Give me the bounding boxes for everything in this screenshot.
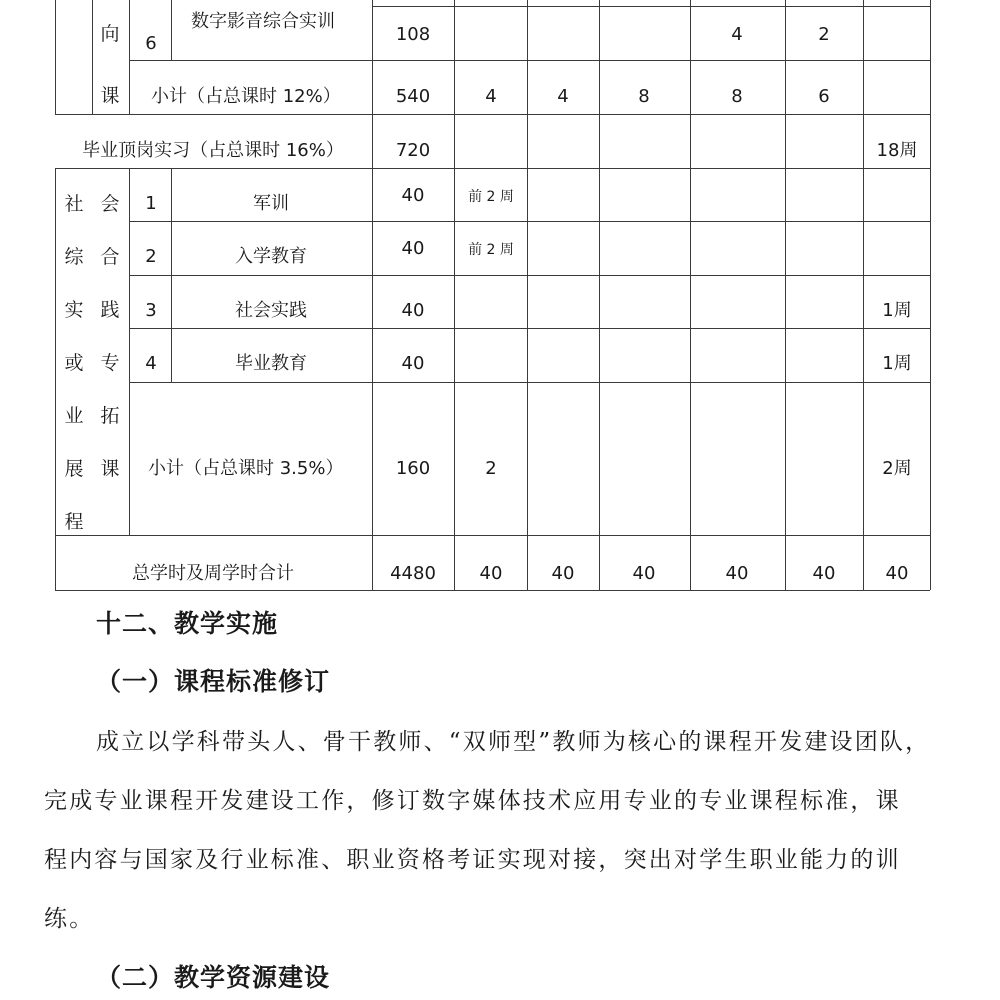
category-char: 专 bbox=[100, 352, 120, 374]
subsection-heading: （一）课程标准修订 bbox=[96, 667, 331, 696]
category-char: 合 bbox=[100, 246, 120, 268]
category-char: 会 bbox=[100, 193, 120, 215]
paragraph-line: 完成专业课程开发建设工作，修订数字媒体技术应用专业的专业课程标准，课 bbox=[44, 788, 901, 814]
category-char: 课 bbox=[100, 458, 120, 480]
document-page: 向 课 6 数字影音综合实训 108 4 2 小计（占总课时 12%） 540 4 4 8 8 6 毕业顶岗实习（占总课时 16%） 720 18周 社 会 综 合 实 践 或 专 业 拓 展 课 程 1 军训 40 前 2 周 2 入学教育 40 前 2 周 3 社会实践 40 1周 4 毕业教育 40 1周 小计（占总课时 3.5%） 160 2 2周 总学时及周学时合计 4480 40 40 40 40 40 40 十二、教学实施 （一）课程标准修订 成立以学科带头人、骨干教师、“双师型”教师为核心的课程开发建设团队， 完成专业课程开发建设工作，修订数字媒体技术应用专业的专业课程标准，课 程内容与国家及行业标准、职业资格考证实现对接，突出对学生职业能力的训 练。 （二）教学资源建设 bbox=[0, 0, 1000, 1000]
section-heading: 十二、教学实施 bbox=[96, 609, 279, 638]
category-char: 业 bbox=[64, 405, 84, 427]
category-char: 课 bbox=[100, 85, 120, 107]
category-char: 或 bbox=[64, 352, 84, 374]
paragraph-line: 练。 bbox=[44, 906, 95, 932]
category-char: 拓 bbox=[100, 405, 120, 427]
paragraph-line: 程内容与国家及行业标准、职业资格考证实现对接，突出对学生职业能力的训 bbox=[44, 847, 901, 873]
category-char: 践 bbox=[100, 299, 120, 321]
category-char: 向 bbox=[100, 23, 120, 45]
category-char: 展 bbox=[64, 458, 84, 480]
category-char: 程 bbox=[64, 511, 84, 533]
subsection-heading: （二）教学资源建设 bbox=[96, 963, 331, 992]
paragraph-line: 成立以学科带头人、骨干教师、“双师型”教师为核心的课程开发建设团队， bbox=[96, 729, 931, 755]
category-char: 实 bbox=[64, 299, 84, 321]
category-char: 社 bbox=[64, 193, 84, 215]
category-char: 综 bbox=[64, 246, 84, 268]
